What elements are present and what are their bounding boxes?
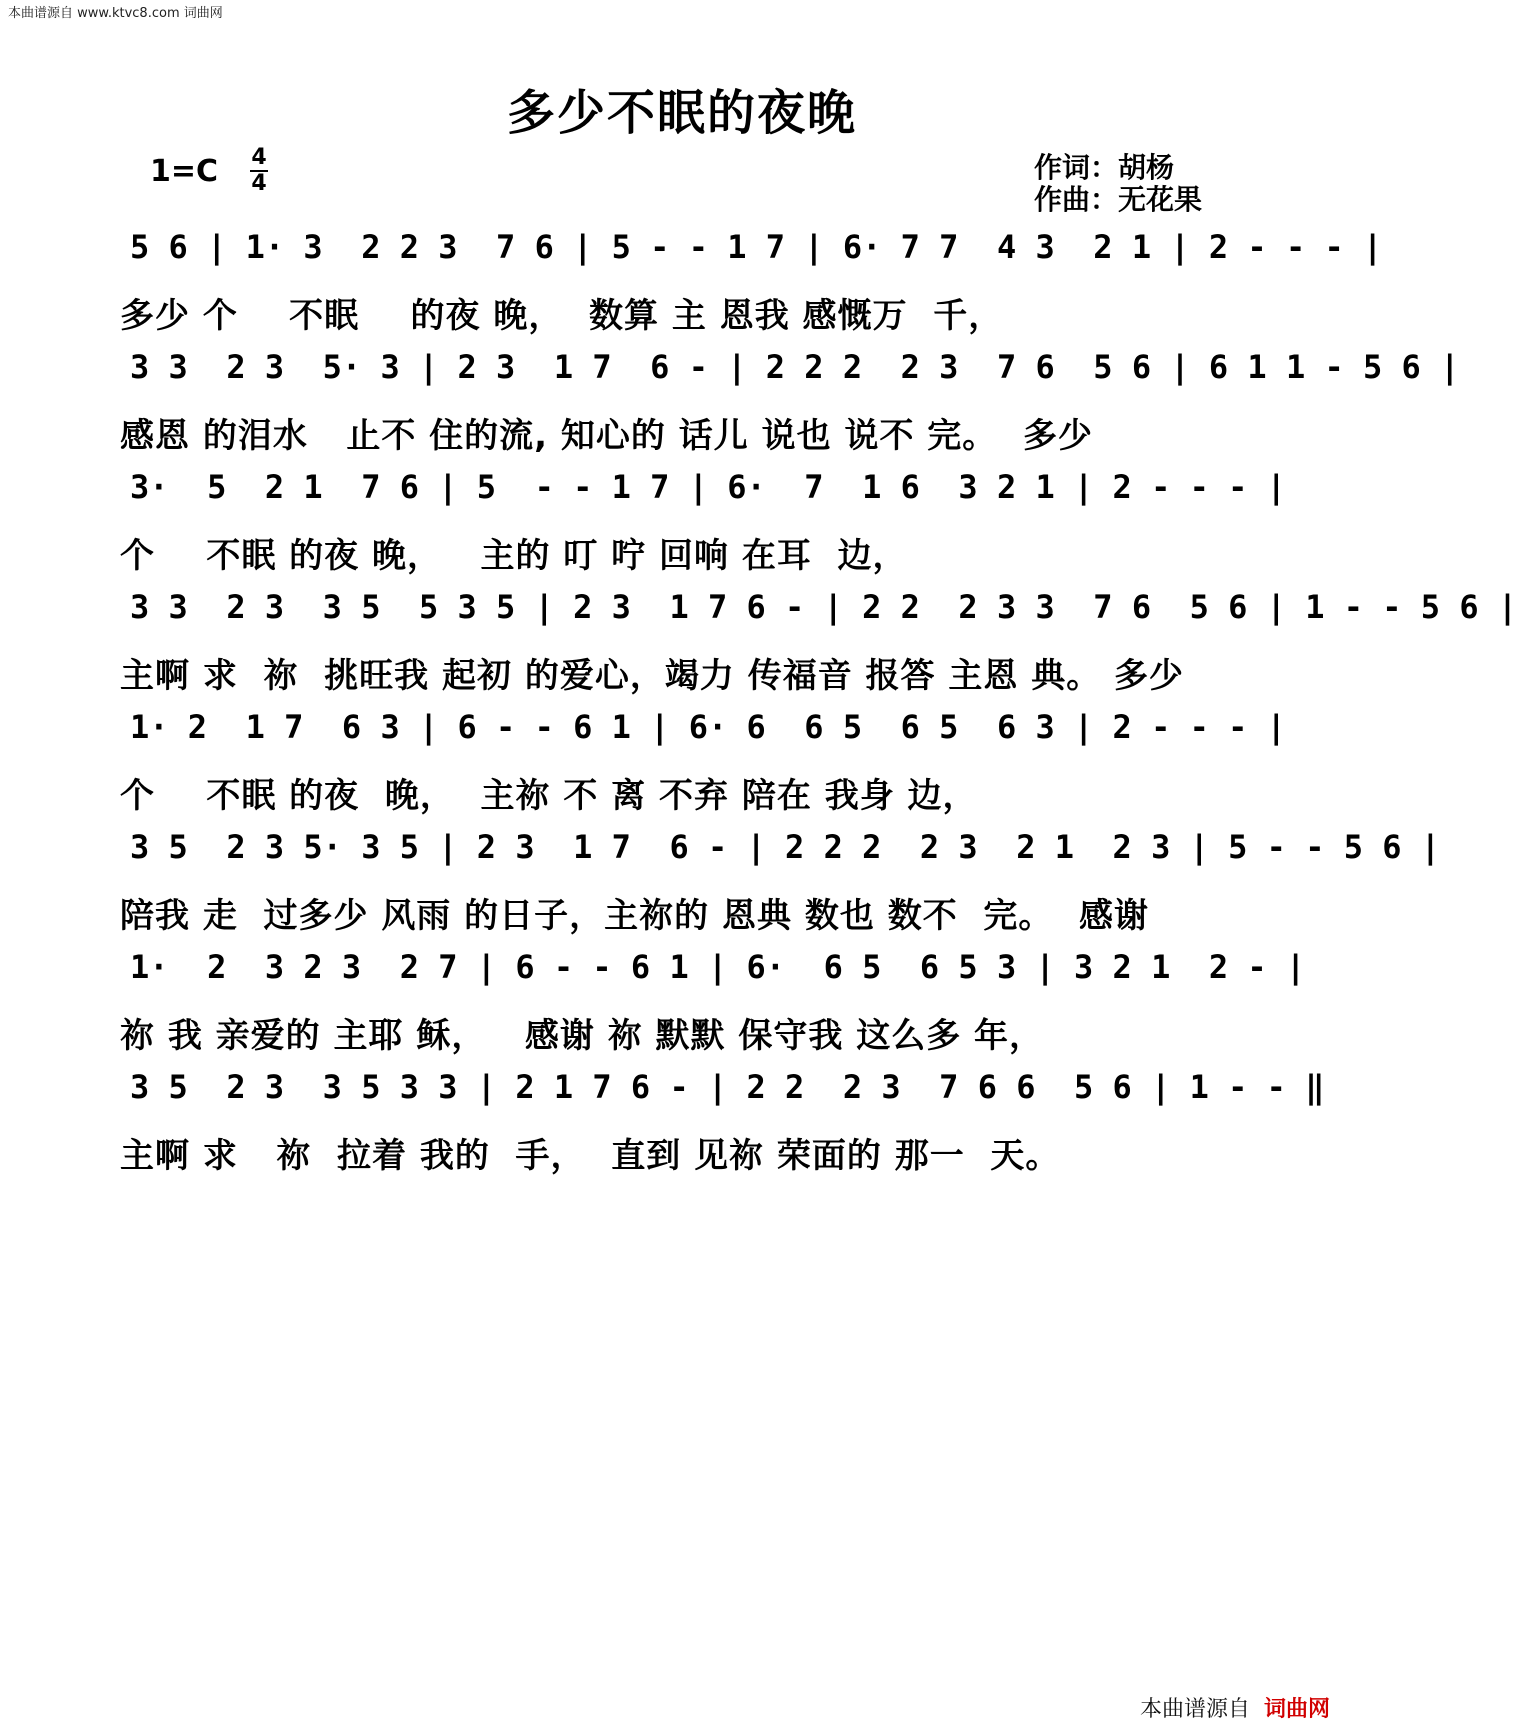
- score-system-4: [120, 582, 1517, 702]
- notes: 3 5 2 3 3 5 3 3 | 2 1 7 6 - | 2 2 2 3 7 6 6 5 6 | 1 - - ‖: [130, 1068, 1325, 1106]
- notation-line: [124, 1062, 1325, 1118]
- score-system-6: [120, 822, 1441, 942]
- notes: 3 3 2 3 5· 3 | 2 3 1 7 6 - | 2 2 2 2 3 7 6 5 6 | 6 1 1 - 5 6 |: [130, 348, 1460, 386]
- watermark-left: 本曲谱源自: [1139, 1697, 1250, 1722]
- time-bottom: 4: [251, 171, 267, 196]
- lyric-line: 多少 个 不眠 的夜 晚， 数算 主 恩我 感慨万 千，: [120, 296, 1004, 336]
- song-title: 多少不眠的夜晚: [506, 85, 857, 141]
- watermark: [1140, 1692, 1330, 1723]
- source-line: 本曲谱源自 www.ktvc8.com 词曲网: [8, 6, 223, 21]
- time-top: 4: [251, 145, 267, 170]
- lyric-line: 个 不眠 的夜 晚， 主祢 不 离 不弃 陪在 我身 边，: [120, 776, 978, 816]
- notation-line: [124, 342, 1460, 398]
- watermark-right: 词曲网: [1263, 1697, 1330, 1722]
- key-signature: 1=C: [150, 154, 219, 189]
- notation-line: [124, 582, 1517, 638]
- composer-credit: 作曲：无花果: [1034, 183, 1203, 216]
- score-system-7: [120, 942, 1306, 1062]
- notation-line: [124, 222, 1383, 278]
- lyric-line: 个 不眠 的夜 晚， 主的 叮 咛 回响 在耳 边，: [120, 536, 908, 576]
- score-system-1: [120, 222, 1383, 342]
- notation-line: [124, 702, 1286, 758]
- lyric-line: 陪我 走 过多少 风雨 的日子，主祢的 恩典 数也 数不 完。 感谢: [120, 896, 1150, 936]
- notation-line: [124, 942, 1306, 998]
- notes: 1· 2 3 2 3 2 7 | 6 - - 6 1 | 6· 6 5 6 5 3 | 3 2 1 2 - |: [130, 948, 1306, 986]
- score-system-3: [120, 462, 1286, 582]
- notes: 3· 5 2 1 7 6 | 5 - - 1 7 | 6· 7 1 6 3 2 1 | 2 - - - |: [130, 468, 1286, 506]
- lyricist-credit: 作词：胡杨: [1034, 151, 1175, 184]
- score-system-2: [120, 342, 1460, 462]
- notes: 1· 2 1 7 6 3 | 6 - - 6 1 | 6· 6 6 5 6 5 6 3 | 2 - - - |: [130, 708, 1286, 746]
- notation-line: [124, 822, 1441, 878]
- score-system-5: [120, 702, 1286, 822]
- notation-line: [124, 462, 1286, 518]
- lyric-line: 主啊 求 祢 挑旺我 起初 的爱心，竭力 传福音 报答 主恩 典。 多少: [120, 656, 1185, 696]
- notes: 3 5 2 3 5· 3 5 | 2 3 1 7 6 - | 2 2 2 2 3 2 1 2 3 | 5 - - 5 6 |: [130, 828, 1441, 866]
- notes: 3 3 2 3 3 5 5 3 5 | 2 3 1 7 6 - | 2 2 2 3 3 7 6 5 6 | 1 - - 5 6 |: [130, 588, 1517, 626]
- notes: 5 6 | 1· 3 2 2 3 7 6 | 5 - - 1 7 | 6· 7 7 4 3 2 1 | 2 - - - |: [130, 228, 1383, 266]
- score-system-8: [120, 1062, 1325, 1182]
- lyric-line: 祢 我 亲爱的 主耶 稣， 感谢 祢 默默 保守我 这么多 年，: [120, 1016, 1045, 1056]
- lyric-line: 感恩 的泪水 止不 住的流, 知心的 话儿 说也 说不 完。 多少: [120, 416, 1093, 456]
- lyric-line: 主啊 求 祢 拉着 我的 手， 直到 见祢 荣面的 那一 天。: [120, 1136, 1061, 1176]
- time-signature: [250, 146, 268, 196]
